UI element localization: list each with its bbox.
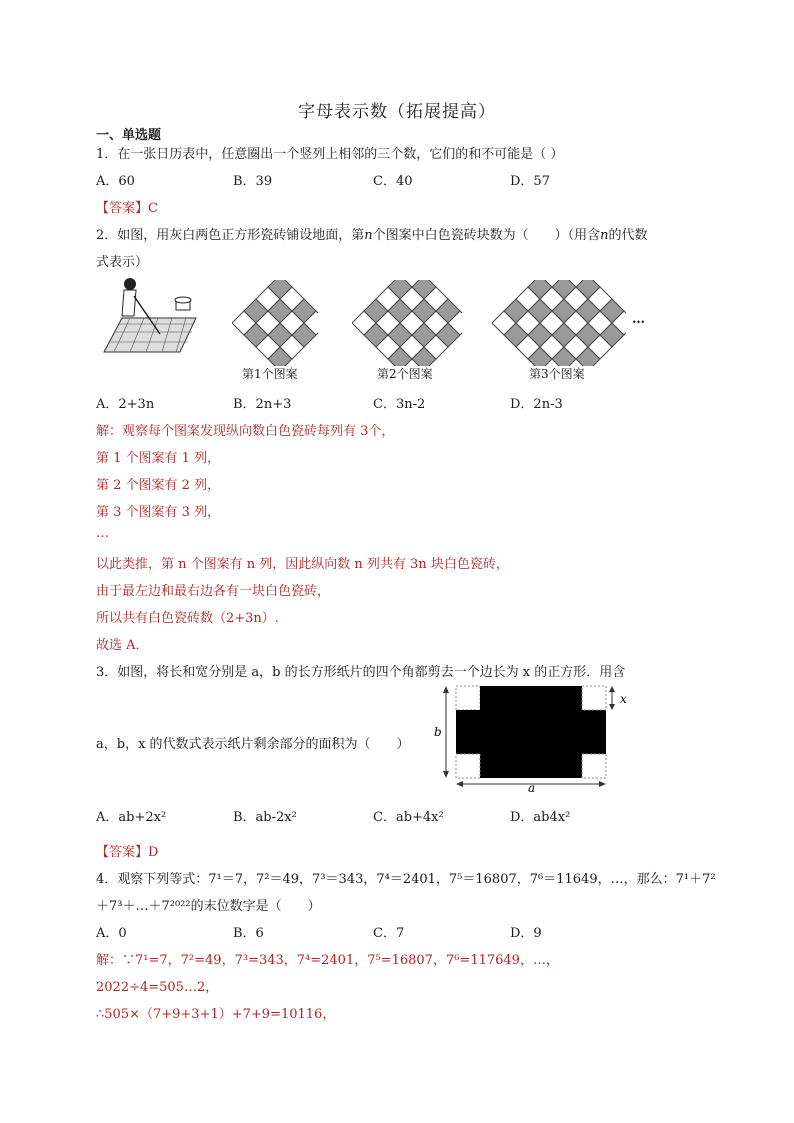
q3-option-c[interactable]: C．ab+4x² (373, 810, 444, 825)
caption-pattern-2: 第2个图案 (377, 367, 433, 381)
q2-solution-line-8: 所以共有白色瓷砖数（2+3n）. (96, 611, 279, 626)
q1-option-c[interactable]: C．40 (373, 174, 413, 189)
q2-option-b[interactable]: B．2n+3 (233, 397, 292, 412)
q2-stem-n2: n (600, 228, 609, 243)
q2-stem-text-c: 的代数 (608, 228, 648, 243)
q3-option-b[interactable]: B．ab-2x² (233, 810, 297, 825)
q1-option-a[interactable]: A．60 (96, 174, 135, 189)
q1-answer (96, 197, 158, 216)
q2-option-c[interactable]: C．3n-2 (373, 397, 426, 412)
q1-options (96, 170, 696, 188)
q1-answer-tag: 【答案】 (96, 201, 149, 216)
tile-pattern-1 (232, 280, 318, 366)
pattern-ellipsis: … (632, 312, 645, 327)
q4-solution-line-2: 2022÷4=505…2， (96, 980, 219, 995)
q3-answer-tag: 【答案】 (96, 845, 149, 860)
tile-pattern-2 (352, 280, 462, 366)
q1-stem: 1．在一张日历表中，任意圈出一个竖列上相邻的三个数，它们的和不可能是（ ） (96, 147, 564, 162)
q2-stem-text-b: 个图案中白色瓷砖块数为（ ）（用含 (372, 228, 601, 243)
q4-stem-line2: ＋7³＋…＋7²⁰²²的末位数字是（ ） (96, 899, 321, 914)
q4-solution-line-1: 解：∵7¹=7，7²=49，7³=343，7⁴=2401，7⁵=16807，7⁶=117649，…， (96, 953, 559, 968)
rectangle-cut-corners-figure (432, 682, 638, 794)
q3-answer (96, 841, 158, 860)
q2-solution-line-5: … (96, 526, 109, 541)
q4-option-a[interactable]: A．0 (96, 926, 127, 941)
q3-option-d[interactable]: D．ab4x² (510, 810, 571, 825)
q2-stem-line1 (96, 224, 648, 243)
q4-option-c[interactable]: C．7 (373, 926, 405, 941)
q2-solution-line-2: 第 1 个图案有 1 列， (96, 451, 221, 466)
q2-stem-line2: 式表示） (96, 255, 149, 270)
q2-solution-line-9: 故选 A． (96, 638, 149, 653)
q2-solution-line-3: 第 2 个图案有 2 列， (96, 478, 221, 493)
q1-option-d[interactable]: D．57 (510, 174, 550, 189)
q2-options (96, 393, 696, 411)
q2-option-a[interactable]: A．2+3n (96, 397, 155, 412)
q3-answer-value: D (148, 845, 159, 860)
worker-illustration (100, 272, 200, 356)
caption-pattern-1: 第1个图案 (242, 367, 298, 381)
q2-solution-line-1: 解：观察每个图案发现纵向数白色瓷砖每列有 3个， (96, 424, 395, 439)
q3-stem-line2: a，b，x 的代数式表示纸片剩余部分的面积为（ ） (96, 737, 410, 752)
tile-pattern-3 (492, 280, 626, 366)
q4-stem-line1: 4．观察下列等式：7¹＝7，7²＝49，7³＝343，7⁴＝2401，7⁵＝16807，7⁶＝11649，…，那么：7¹＋7² (96, 872, 716, 887)
q2-solution-line-7: 由于最左边和最右边各有一块白色瓷砖， (96, 584, 331, 599)
q1-answer-value: C (148, 201, 158, 216)
q1-option-b[interactable]: B．39 (233, 174, 273, 189)
q4-option-d[interactable]: D．9 (510, 926, 542, 941)
q4-options (96, 922, 696, 940)
q3-options (96, 806, 696, 824)
q2-stem-text: 2．如图，用灰白两色正方形瓷砖铺设地面，第 (96, 228, 365, 243)
caption-pattern-3: 第3个图案 (529, 367, 585, 381)
q3-option-a[interactable]: A．ab+2x² (96, 810, 167, 825)
q4-solution-line-3: ∴505×（7+9+3+1）+7+9=10116， (96, 1007, 336, 1022)
q4-option-b[interactable]: B．6 (233, 926, 264, 941)
label-x: x (620, 692, 627, 706)
label-a: a (528, 781, 536, 794)
q3-stem-line1: 3．如图，将长和宽分别是 a，b 的长方形纸片的四个角都剪去一个边长为 x 的正方形．用含 (96, 665, 626, 680)
section-heading: 一、单选题 (96, 128, 162, 143)
label-b: b (434, 725, 442, 739)
q2-stem-n: n (364, 228, 373, 243)
q2-option-d[interactable]: D．2n-3 (510, 397, 563, 412)
q2-solution-line-4: 第 3 个图案有 3 列， (96, 505, 221, 520)
page-title: 字母表示数（拓展提高） (298, 102, 496, 122)
q2-solution-line-6: 以此类推，第 n 个图案有 n 列，因此纵向数 n 列共有 3n 块白色瓷砖， (96, 557, 509, 572)
